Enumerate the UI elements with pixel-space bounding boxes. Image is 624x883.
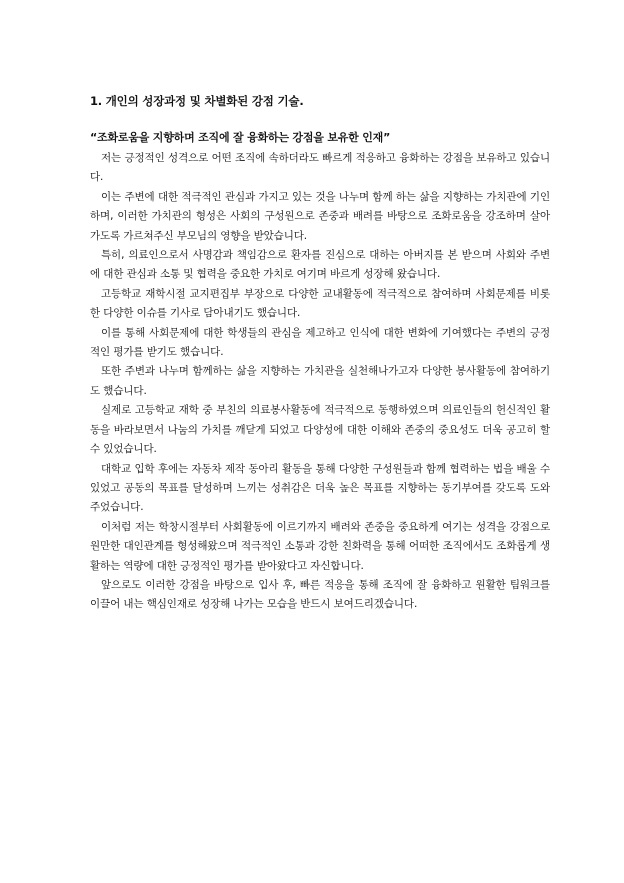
- paragraph: 실제로 고등학교 재학 중 부친의 의료봉사활동에 적극적으로 동행하였으며 의료인들의 헌신적인 활동을 바라보면서 나눔의 가치를 깨닫게 되었고 다양성에 대한 이해와 존중의 중요성도 더욱 공고히 할 수 있었습니다.: [90, 404, 550, 456]
- paragraph: 고등학교 재학시절 교지편집부 부장으로 다양한 교내활동에 적극적으로 참여하며 사회문제를 비롯한 다양한 이슈를 기사로 담아내기도 했습니다.: [90, 287, 550, 320]
- section-title: 1. 개인의 성장과정 및 차별화된 강점 기술.: [90, 94, 304, 108]
- paragraph: 이를 통해 사회문제에 대한 학생들의 관심을 제고하고 인식에 대한 변화에 기여했다는 주변의 긍정적인 평가를 받기도 했습니다.: [90, 326, 550, 359]
- paragraph: 앞으로도 이러한 강점을 바탕으로 입사 후, 빠른 적응을 통해 조직에 잘 융화하고 원활한 팀워크를 이끌어 내는 핵심인재로 성장해 나가는 모습을 반드시 보여드리겠습니다.: [90, 578, 550, 611]
- section-subtitle: “조화로움을 지향하며 조직에 잘 융화하는 강점을 보유한 인재”: [90, 131, 391, 144]
- paragraph: 대학교 입학 후에는 자동차 제작 동아리 활동을 통해 다양한 구성원들과 함께 협력하는 법을 배울 수 있었고 공동의 목표를 달성하며 느끼는 성취감은 더욱 높은 목표를 지향하는 동기부여를 갖도록 도와주었습니다.: [90, 462, 550, 514]
- paragraph: 이는 주변에 대한 적극적인 관심과 가지고 있는 것을 나누며 함께 하는 삶을 지향하는 가치관에 기인하며, 이러한 가치관의 형성은 사회의 구성원으로 존중과 배려를 바탕으로 조화로움을 강조하며 살아가도록 가르쳐주신 부모님의 영향을 받았습니다.: [90, 190, 550, 242]
- paragraph: 저는 긍정적인 성격으로 어떤 조직에 속하더라도 빠르게 적응하고 융화하는 강점을 보유하고 있습니다.: [90, 152, 550, 184]
- paragraph: 특히, 의료인으로서 사명감과 책임감으로 환자를 진심으로 대하는 아버지를 본 받으며 사회와 주변에 대한 관심과 소통 및 협력을 중요한 가치로 여기며 바르게 성장해 왔습니다.: [90, 249, 550, 281]
- paragraph: 이처럼 저는 학창시절부터 사회활동에 이르기까지 배려와 존중을 중요하게 여기는 성격을 강점으로 원만한 대인관계를 형성해왔으며 적극적인 소통과 강한 친화력을 통해 어떠한 조직에서도 조화롭게 생활하는 역량에 대한 긍정적인 평가를 받아왔다고 자신합니다.: [90, 520, 550, 572]
- paragraph: 또한 주변과 나누며 함께하는 삶을 지향하는 가치관을 실천해나가고자 다양한 봉사활동에 참여하기도 했습니다.: [90, 365, 550, 397]
- body-text: [90, 149, 550, 615]
